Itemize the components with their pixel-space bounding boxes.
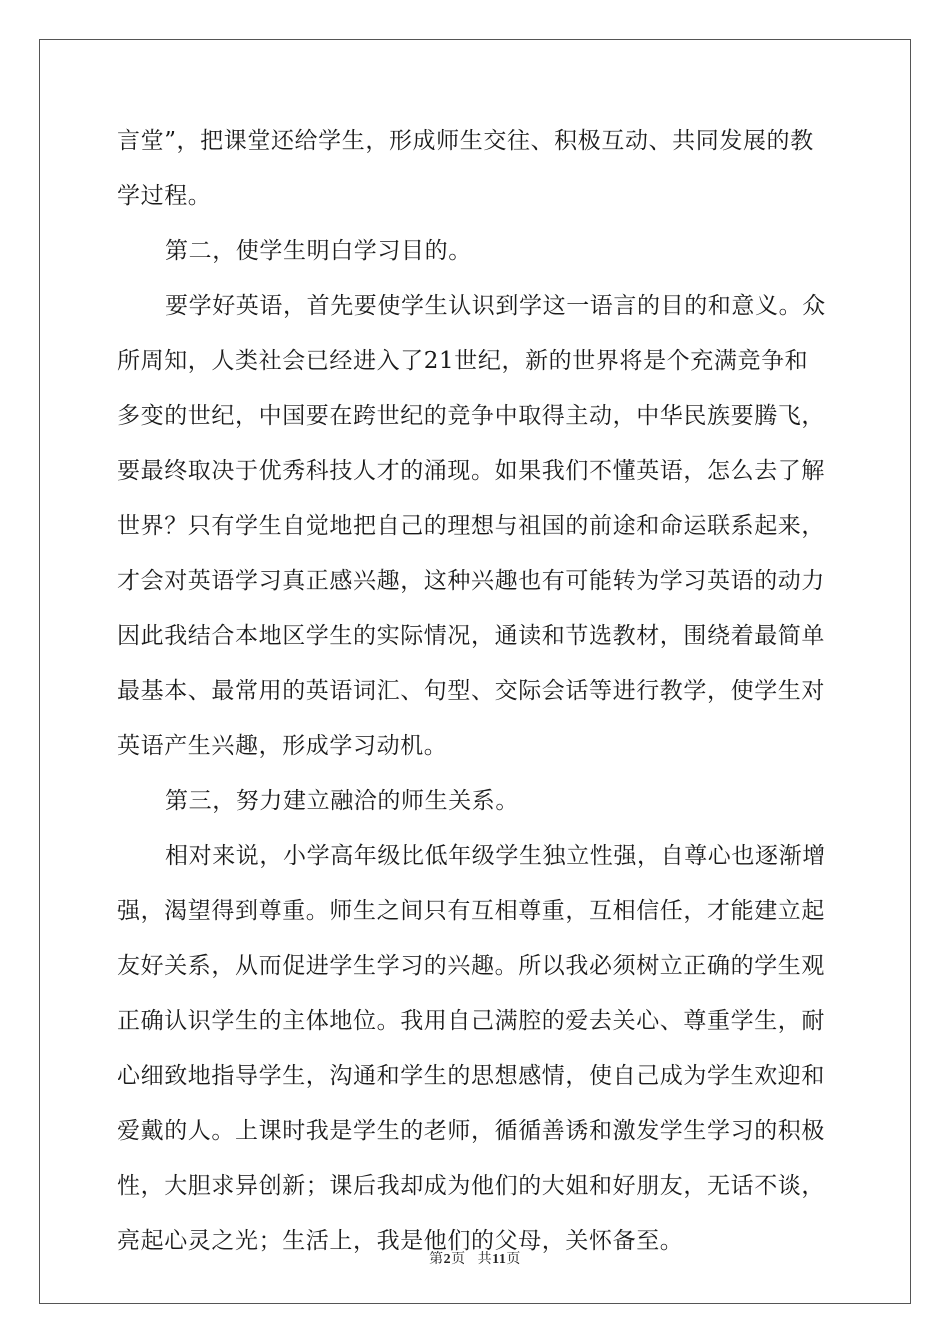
text-line: 言堂”，把课堂还给学生，形成师生交往、积极互动、共同发展的教 — [117, 128, 814, 154]
page-border — [39, 39, 911, 1304]
page-suffix: 页 — [451, 1252, 466, 1267]
text-line: 最基本、最常用的英语词汇、句型、交际会话等进行教学，使学生对 — [117, 678, 825, 704]
page-footer — [0, 1248, 950, 1268]
section-heading: 第二，使学生明白学习目的。 — [165, 238, 472, 264]
text-line: 英语产生兴趣，形成学习动机。 — [117, 733, 448, 759]
section-heading: 第三，努力建立融洽的师生关系。 — [165, 788, 519, 814]
page-prefix: 第 — [429, 1252, 444, 1267]
text-line: 强，渴望得到尊重。师生之间只有互相尊重，互相信任，才能建立起 — [117, 898, 825, 924]
text-line: 爱戴的人。上课时我是学生的老师，循循善诱和激发学生学习的积极 — [117, 1118, 825, 1144]
text-line: 多变的世纪，中国要在跨世纪的竞争中取得主动，中华民族要腾飞， — [117, 403, 825, 429]
page-number: 2 — [443, 1252, 452, 1267]
text-line: 要学好英语，首先要使学生认识到学这一语言的目的和意义。众 — [165, 293, 826, 319]
text-line: 才会对英语学习真正感兴趣，这种兴趣也有可能转为学习英语的动力 — [117, 568, 825, 594]
text-line: 因此我结合本地区学生的实际情况，通读和节选教材，围绕着最简单 — [117, 623, 825, 649]
text-line: 要最终取决于优秀科技人才的涌现。如果我们不懂英语，怎么去了解 — [117, 458, 825, 484]
total-pages: 11 — [492, 1252, 507, 1267]
text-line: 亮起心灵之光；生活上，我是他们的父母，关怀备至。 — [117, 1228, 684, 1254]
total-prefix: 共 — [477, 1252, 493, 1267]
text-line: 正确认识学生的主体地位。我用自己满腔的爱去关心、尊重学生，耐 — [117, 1008, 825, 1034]
text-line: 学过程。 — [117, 183, 212, 209]
text-line: 性，大胆求异创新；课后我却成为他们的大姐和好朋友，无话不谈， — [117, 1173, 825, 1199]
text-line: 心细致地指导学生，沟通和学生的思想感情，使自己成为学生欢迎和 — [117, 1063, 825, 1089]
text-line: 所周知，人类社会已经进入了21世纪，新的世界将是个充满竞争和 — [117, 348, 809, 374]
text-line: 世界？只有学生自觉地把自己的理想与祖国的前途和命运联系起来， — [117, 513, 825, 539]
total-suffix: 页 — [506, 1252, 521, 1267]
text-line: 相对来说，小学高年级比低年级学生独立性强，自尊心也逐渐增 — [165, 843, 826, 869]
text-line: 友好关系，从而促进学生学习的兴趣。所以我必须树立正确的学生观 — [117, 953, 825, 979]
